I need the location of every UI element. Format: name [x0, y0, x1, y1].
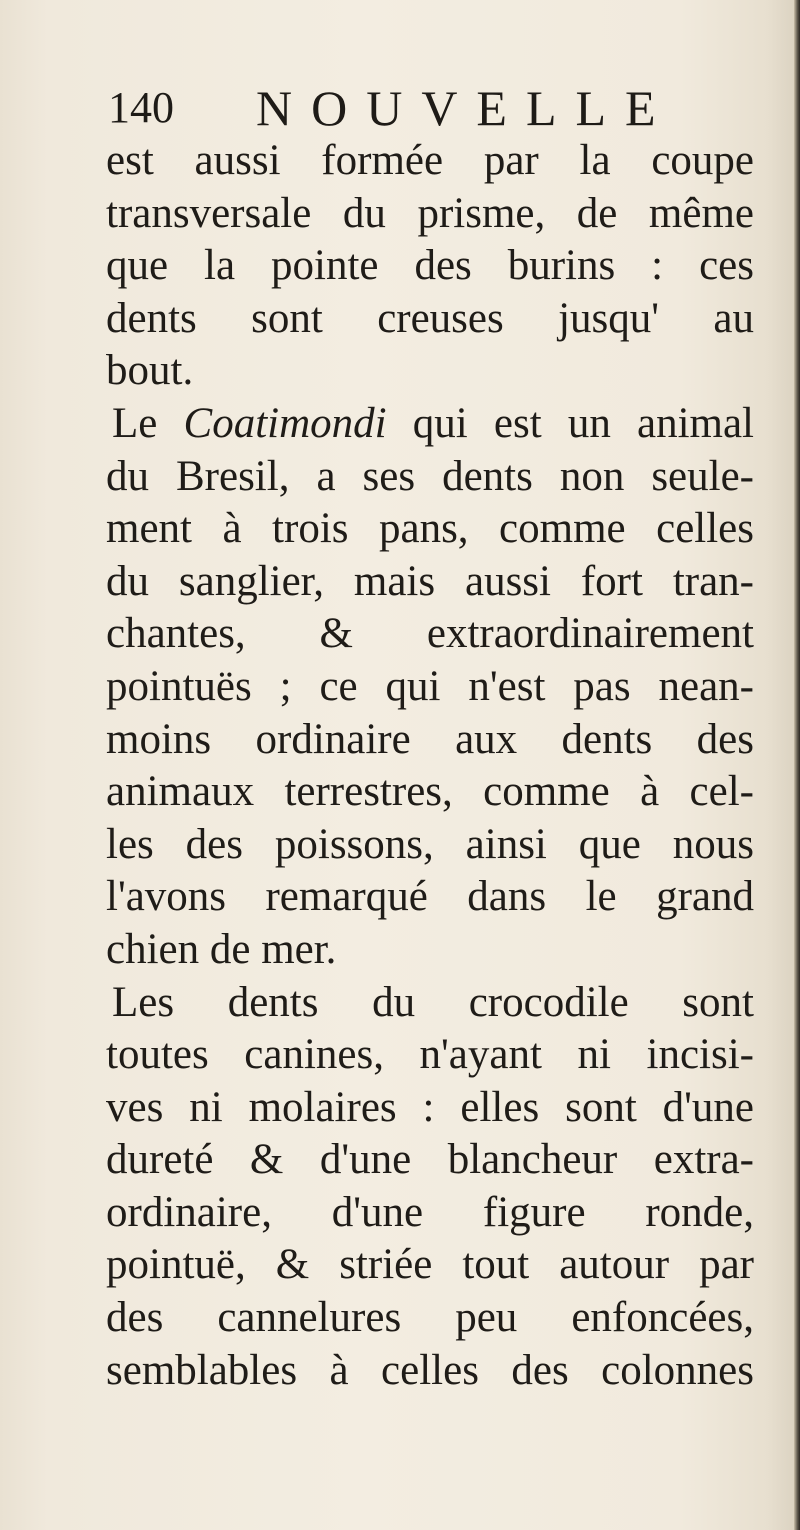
text-line: les des poissons, ainsi que nous: [106, 820, 754, 868]
text-line: l'avons remarqué dans le grand: [106, 873, 754, 921]
text-line: toutes canines, n'ayant ni incisi-: [106, 1031, 754, 1079]
text-run: Le: [112, 399, 184, 447]
text-line: des cannelures peu enfoncées,: [106, 1294, 754, 1342]
text-line: du Bresil, a ses dents non seule-: [106, 452, 754, 500]
text-line: dureté & d'une blancheur extra-: [106, 1136, 754, 1184]
text-line: ordinaire, d'une figure ronde,: [106, 1188, 754, 1236]
text-line: pointuës ; ce qui n'est pas nean-: [106, 662, 754, 710]
body-text: [106, 135, 754, 1397]
text-line: dents sont creuses jusqu' au: [106, 294, 754, 342]
text-line: animaux terrestres, comme à cel-: [106, 768, 754, 816]
text-line: semblables à celles des colonnes: [106, 1346, 754, 1394]
paragraph-first-line: [106, 398, 754, 451]
running-head: [108, 78, 708, 138]
page-number: 140: [108, 83, 174, 132]
italic-term: Coatimondi: [183, 399, 387, 447]
text-line: bout.: [106, 347, 194, 395]
text-line: chien de mer.: [106, 925, 337, 973]
text-line: ment à trois pans, comme celles: [106, 505, 754, 553]
text-line: moins ordinaire aux dents des: [106, 715, 754, 763]
text-line: est aussi formée par la coupe: [106, 137, 754, 184]
text-line: du sanglier, mais aussi fort tran-: [106, 557, 754, 605]
paragraph-first-line: Les dents du crocodile sont: [112, 978, 754, 1026]
text-line: chantes, & extraordinairement: [106, 610, 754, 658]
page-edge-shadow: [794, 0, 800, 1530]
text-line: pointuë, & striée tout autour par: [106, 1241, 754, 1289]
text-line: transversale du prisme, de même: [106, 189, 754, 237]
text-line: que la pointe des burins : ces: [106, 242, 754, 290]
text-line: ves ni molaires : elles sont d'une: [106, 1083, 754, 1131]
running-title: NOUVELLE: [256, 80, 675, 136]
text-run: qui est un animal: [386, 399, 754, 447]
